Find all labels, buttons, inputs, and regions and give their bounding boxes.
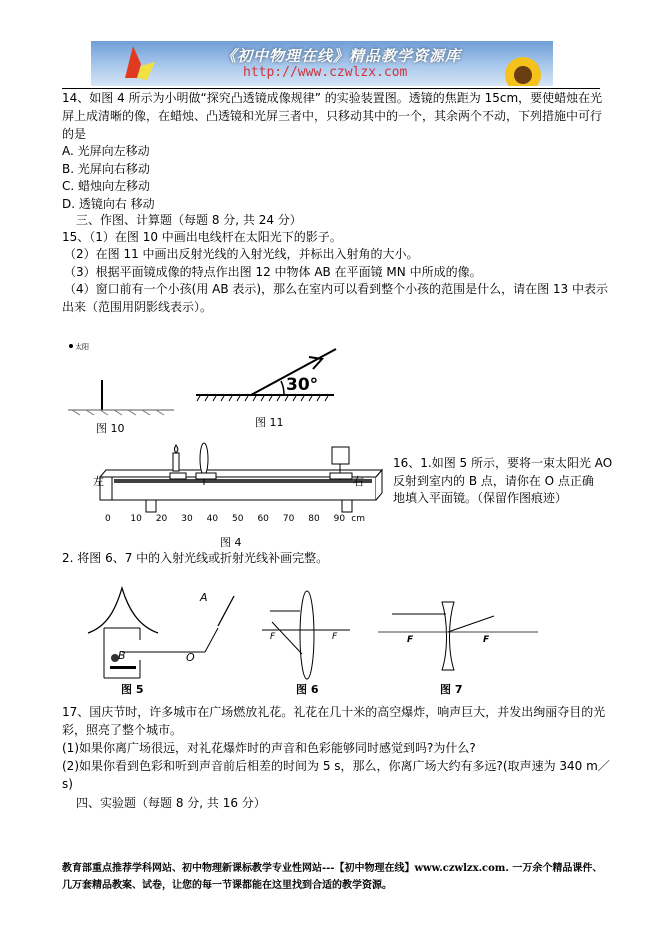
- header-banner: [91, 41, 553, 86]
- figure-7: [378, 602, 538, 672]
- tick-label: 80: [308, 514, 320, 524]
- label-b: B: [118, 649, 126, 662]
- footer-line: 教育部重点推荐学科网站、初中物理新课标教学专业性网站---【初中物理在线】www.czwlzx.com. 一万余个精品课件、: [62, 863, 603, 874]
- label-a: A: [200, 591, 208, 604]
- q16-line: 地填入平面镜。（保留作图痕迹）: [393, 491, 568, 505]
- q17-line: 17、国庆节时，许多城市在广场燃放礼花。礼花在几十米的高空爆炸，响声巨大，并发出绚丽夺目的光: [62, 705, 606, 719]
- header-rule: [62, 88, 600, 89]
- q14-line: 14、如图 4 所示为小明做“探究凸透镜成像规律” 的实验装置图。透镜的焦距为 15cm，要使蜡烛在光: [62, 91, 603, 105]
- q15-line: （4）窗口前有一个小孩(用 AB 表示)，那么在室内可以看到整个小孩的范围是什么，请在图 13 中表示: [64, 282, 608, 296]
- left-label: 左: [93, 475, 104, 488]
- logo-icon: [119, 44, 159, 84]
- q14-option-c: C. 蜡烛向左移动: [62, 179, 151, 193]
- figure-5-caption: 图 5: [121, 683, 144, 696]
- q17-line: 彩，照亮了整个城市。: [62, 723, 183, 737]
- figure-11-caption: 图 11: [255, 416, 284, 429]
- section-4-heading: 四、实验题（每题 8 分, 共 16 分）: [76, 796, 266, 810]
- footer-line: 几万套精品教案、试卷，让您的每一节课都能在这里找到合适的教学资源。: [62, 880, 392, 891]
- tick-label: 0: [105, 514, 111, 524]
- section-3-heading: 三、作图、计算题（每题 8 分, 共 24 分）: [76, 213, 302, 227]
- figure-7-caption: 图 7: [440, 683, 463, 696]
- unit-label: cm: [351, 514, 365, 524]
- q15-line: 15、（1）在图 10 中画出电线杆在太阳光下的影子。: [62, 230, 342, 244]
- tick-label: 60: [257, 514, 269, 524]
- focus-label: F: [332, 632, 338, 642]
- figure-5: [88, 588, 218, 678]
- angle-label: 30°: [286, 375, 319, 395]
- sunflower-icon: [491, 41, 551, 86]
- q14-option-b: B. 光屏向右移动: [62, 162, 150, 176]
- focus-label: F: [483, 635, 490, 645]
- q14-line: 屏上成清晰的像，在蜡烛、凸透镜和光屏三者中，只移动其中的一个，其余两个不动，下列措施中可行: [62, 109, 603, 123]
- q15-line: 出来（范围用阴影线表示）。: [62, 300, 213, 314]
- q17-line: s): [62, 777, 73, 791]
- focus-label: F: [270, 632, 276, 642]
- tick-label: 20: [155, 514, 168, 524]
- q14-option-d: D. 透镜向右 移动: [62, 197, 155, 211]
- tick-label: 70: [282, 514, 295, 524]
- figure-4-caption: 图 4: [220, 536, 242, 549]
- q17-line: (2)如果你看到色彩和听到声音前后相差的时间为 5 s，那么，你离广场大约有多远?(取声速为 340 m／: [62, 759, 610, 773]
- tick-label: 50: [232, 514, 244, 524]
- q16-line: 反射到室内的 B 点，请你在 O 点正确: [393, 474, 594, 488]
- right-label: 右: [353, 475, 364, 488]
- sun-label: 太阳: [75, 343, 89, 351]
- tick-label: 90: [333, 514, 346, 524]
- q16-line: 16、1.如图 5 所示，要将一束太阳光 AO: [393, 456, 613, 470]
- label-o: O: [186, 651, 195, 664]
- q14-option-a: A. 光屏向左移动: [62, 144, 150, 158]
- q15-line: （2）在图 11 中画出反射光线的入射光线，并标出入射角的大小。: [64, 247, 419, 261]
- banner-title: 《初中物理在线》精品教学资源库: [221, 47, 462, 65]
- q16-part2: 2. 将图 6、7 中的入射光线或折射光线补画完整。: [62, 551, 329, 565]
- figure-4-optical-bench: [92, 445, 382, 545]
- focus-label: F: [407, 635, 414, 645]
- tick-label: 10: [130, 514, 142, 524]
- ruler-tick-labels: [105, 514, 365, 524]
- tick-label: 30: [181, 514, 193, 524]
- figure-10-caption: 图 10: [96, 422, 125, 435]
- q14-line: 的是: [62, 127, 87, 141]
- tick-label: 40: [206, 514, 219, 524]
- q17-line: (1)如果你离广场很远，对礼花爆炸时的声音和色彩能够同时感觉到吗?为什么?: [62, 741, 476, 755]
- figure-6-caption: 图 6: [296, 683, 319, 696]
- figure-6: [262, 590, 352, 680]
- q15-line: （3）根据平面镜成像的特点作出图 12 中物体 AB 在平面镜 MN 中所成的像。: [64, 265, 482, 279]
- banner-url[interactable]: http://www.czwlzx.com: [243, 65, 408, 80]
